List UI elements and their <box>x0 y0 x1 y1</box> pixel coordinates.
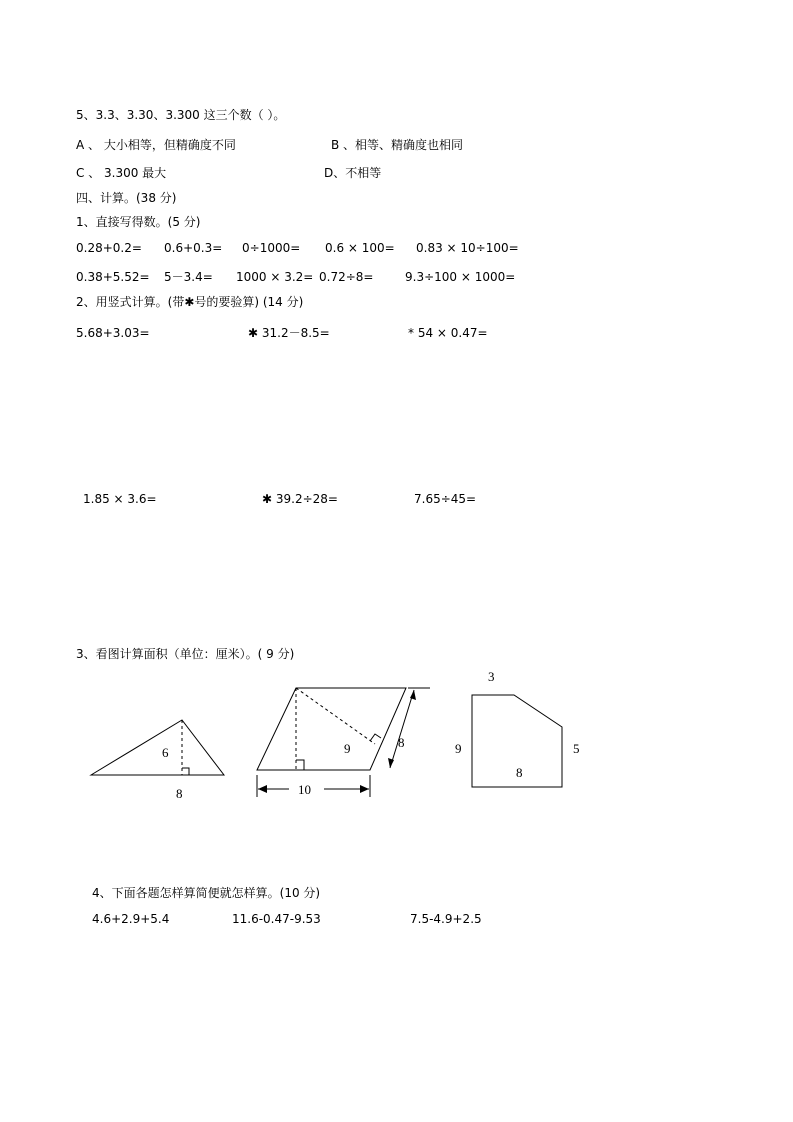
mental-math-item: 0.6+0.3= <box>164 241 223 255</box>
simplify-item: 7.5-4.9+2.5 <box>410 912 482 926</box>
part-1-title: 1、直接写得数。(5 分) <box>76 215 201 229</box>
parallelogram-base-label: 10 <box>298 782 311 797</box>
mental-math-item: 0.72÷8= <box>319 270 374 284</box>
triangle-height-label: 6 <box>162 745 169 760</box>
pentagon-top-label: 3 <box>488 669 495 684</box>
part-2-title: 2、用竖式计算。(带✱号的要验算) (14 分) <box>76 295 304 309</box>
question-5-option-c: C 、 3.300 最大 <box>76 166 167 180</box>
question-5-option-d: D、不相等 <box>324 166 382 180</box>
simplify-item: 4.6+2.9+5.4 <box>92 912 170 926</box>
mental-math-item: 0÷1000= <box>242 241 301 255</box>
mental-math-item: 0.83 × 10÷100= <box>416 241 519 255</box>
pentagon-bottom-label: 8 <box>516 765 523 780</box>
simplify-item: 11.6-0.47-9.53 <box>232 912 321 926</box>
column-calc-item: ✱ 31.2－8.5= <box>248 326 330 340</box>
pentagon-left-label: 9 <box>455 741 462 756</box>
mental-math-item: 0.28+0.2= <box>76 241 142 255</box>
mental-math-item: 5－3.4= <box>164 270 213 284</box>
mental-math-item: 0.38+5.52= <box>76 270 150 284</box>
mental-math-item: 1000 × 3.2= <box>236 270 314 284</box>
question-5-option-b: B 、相等、精确度也相同 <box>331 138 464 152</box>
column-calc-item: ✱ 39.2÷28= <box>262 492 338 506</box>
column-calc-item: 1.85 × 3.6= <box>83 492 157 506</box>
parallelogram-height-label: 9 <box>344 741 351 756</box>
question-5-stem: 5、3.3、3.30、3.300 这三个数（ ）。 <box>76 108 286 122</box>
pentagon-right-label: 5 <box>573 741 580 756</box>
mental-math-item: 9.3÷100 × 1000= <box>405 270 516 284</box>
section-4-title: 四、计算。(38 分) <box>76 191 177 205</box>
triangle-base-label: 8 <box>176 786 183 801</box>
column-calc-item: 7.65÷45= <box>414 492 477 506</box>
part-3-title: 3、看图计算面积（单位：厘米）。( 9 分) <box>76 647 295 661</box>
part-4-title: 4、下面各题怎样算简便就怎样算。(10 分) <box>92 886 321 900</box>
mental-math-item: 0.6 × 100= <box>325 241 395 255</box>
question-5-option-a: A 、 大小相等，但精确度不同 <box>76 138 236 152</box>
column-calc-item: 5.68+3.03= <box>76 326 150 340</box>
parallelogram-side-label: 8 <box>398 735 405 750</box>
column-calc-item: * 54 × 0.47= <box>408 326 488 340</box>
